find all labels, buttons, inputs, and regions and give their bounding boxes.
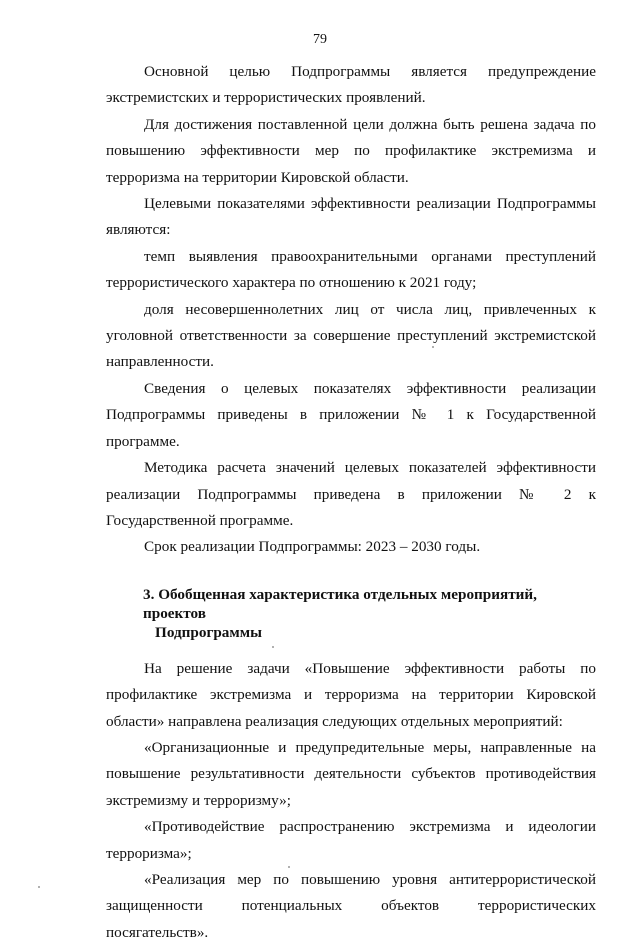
page-number: 79 [313,32,327,47]
paragraph-goal: Основной целью Подпрограммы является предупреждение экстремистских и террористических проявлений. [106,63,596,107]
scan-speck [288,866,290,868]
paragraph-measure-3: «Реализация мер по повышению уровня антитеррористической защищенности потенциальных объектов террористических посягательств». [106,870,596,941]
paragraph-task: Для достижения поставленной цели должна быть решена задача по повышению эффективности мер по профилактике экстремизма и терроризма на территории Кировской области. [106,115,596,186]
paragraph-measure-2: «Противодействие распространению экстремизма и идеологии терроризма»; [106,818,596,862]
paragraph-indicators-appendix-1: Сведения о целевых показателях эффективности реализации Подпрограммы приведены в приложении № 1 к Государственной программе. [106,379,596,450]
paragraph-method-appendix-2: Методика расчета значений целевых показателей эффективности реализации Подпрограммы приведена в приложении № 2 к Государственной программе. [106,459,596,529]
paragraph-indicator-2: доля несовершеннолетних лиц от числа лиц, привлеченных к уголовной ответственности за совершение преступлений экстремистской направленности. [106,300,596,371]
document-body [106,59,596,946]
scan-speck [272,646,274,648]
section-heading-line1: 3. Обобщенная характеристика отдельных мероприятий, проектов [143,585,537,622]
scan-speck [432,346,434,348]
paragraph-measure-1: «Организационные и предупредительные меры, направленные на повышение результативности деятельности субъектов противодействия экстремизму и терроризму»; [106,738,596,809]
paragraph-indicator-1: темп выявления правоохранительными органами преступлений террористического характера по отношению к 2021 году; [106,247,596,292]
paragraph-indicators-intro: Целевыми показателями эффективности реализации Подпрограммы являются: [106,195,596,239]
section-heading-line2: Подпрограммы [155,623,262,641]
paragraph-term: Срок реализации Подпрограммы: 2023 – 2030 годы. [144,538,481,556]
section-heading [106,585,596,642]
scan-speck [38,886,40,888]
paragraph-measures-intro: На решение задачи «Повышение эффективности работы по профилактике экстремизма и терроризма на территории Кировской области» направлена реализация следующих отдельных мероприятий: [106,659,596,730]
